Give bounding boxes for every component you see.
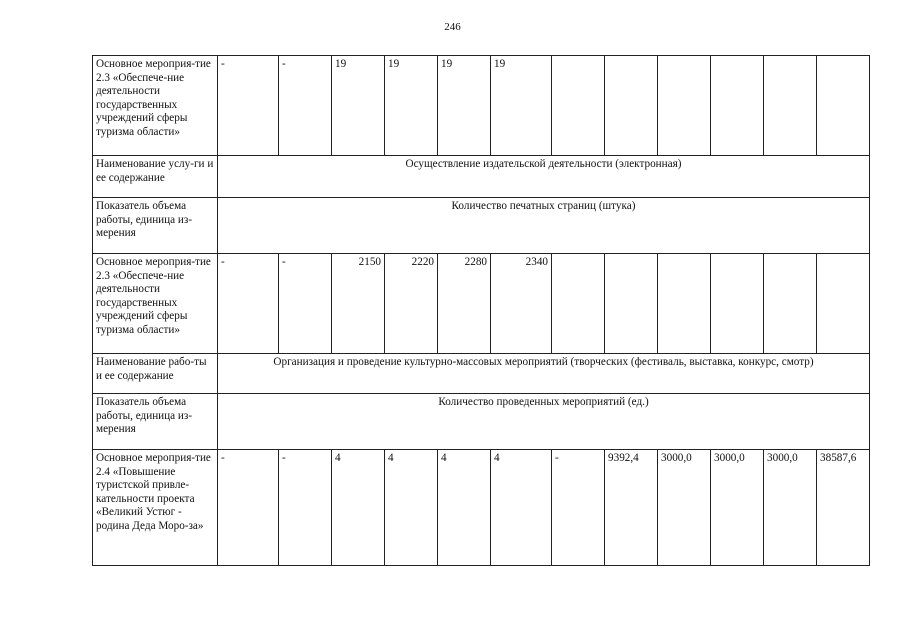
table-cell: 4 xyxy=(438,450,491,566)
table-cell: - xyxy=(218,254,279,354)
table-cell: 4 xyxy=(491,450,552,566)
row-label: Основное мероприя-тие 2.3 «Обеспече-ние деятельности государственных учреждений сферы туризма области» xyxy=(93,254,218,354)
table-cell xyxy=(711,254,764,354)
table-cell: 19 xyxy=(438,56,491,156)
table-row xyxy=(93,354,870,394)
table-cell xyxy=(552,56,605,156)
table-row xyxy=(93,450,870,566)
table-cell: 3000,0 xyxy=(764,450,817,566)
table-row xyxy=(93,56,870,156)
table-cell: 4 xyxy=(385,450,438,566)
table-row xyxy=(93,394,870,450)
table-cell: 3000,0 xyxy=(711,450,764,566)
row-label: Наименование услу-ги и ее содержание xyxy=(93,156,218,198)
table-cell xyxy=(764,56,817,156)
table-cell: 38587,6 xyxy=(817,450,870,566)
table-row xyxy=(93,254,870,354)
table-cell: 2220 xyxy=(385,254,438,354)
table-cell: - xyxy=(279,56,332,156)
page-number: 246 xyxy=(444,21,461,33)
table-cell: - xyxy=(552,450,605,566)
table-cell: - xyxy=(218,450,279,566)
table-row xyxy=(93,198,870,254)
table-cell xyxy=(605,254,658,354)
table-cell: 2280 xyxy=(438,254,491,354)
row-label: Наименование рабо-ты и ее содержание xyxy=(93,354,218,394)
table-cell: 9392,4 xyxy=(605,450,658,566)
row-label: Основное мероприя-тие 2.3 «Обеспече-ние деятельности государственных учреждений сферы туризма области» xyxy=(93,56,218,156)
table-cell xyxy=(552,254,605,354)
program-table xyxy=(92,55,870,566)
row-label: Показатель объема работы, единица из-мерения xyxy=(93,394,218,450)
table-cell: - xyxy=(218,56,279,156)
table-cell: 3000,0 xyxy=(658,450,711,566)
row-label: Показатель объема работы, единица из-мерения xyxy=(93,198,218,254)
table-cell: - xyxy=(279,450,332,566)
row-label: Основное мероприя-тие 2.4 «Повышение туристской привле-кательности проекта «Великий Устюг - родина Деда Моро-за» xyxy=(93,450,218,566)
table-cell: 2340 xyxy=(491,254,552,354)
table-cell: 2150 xyxy=(332,254,385,354)
table-cell: 19 xyxy=(385,56,438,156)
table-cell: - xyxy=(279,254,332,354)
table-cell: 19 xyxy=(332,56,385,156)
table-row xyxy=(93,156,870,198)
table-cell xyxy=(817,254,870,354)
table-cell xyxy=(605,56,658,156)
table-cell: 4 xyxy=(332,450,385,566)
merged-cell: Количество проведенных мероприятий (ед.) xyxy=(218,394,870,450)
merged-cell: Количество печатных страниц (штука) xyxy=(218,198,870,254)
table-cell xyxy=(711,56,764,156)
table-cell xyxy=(764,254,817,354)
table-cell xyxy=(817,56,870,156)
table-cell xyxy=(658,254,711,354)
merged-cell: Осуществление издательской деятельности (электронная) xyxy=(218,156,870,198)
table-cell: 19 xyxy=(491,56,552,156)
table-cell xyxy=(658,56,711,156)
merged-cell: Организация и проведение культурно-массовых мероприятий (творческих (фестиваль, выставка, конкурс, смотр) xyxy=(218,354,870,394)
